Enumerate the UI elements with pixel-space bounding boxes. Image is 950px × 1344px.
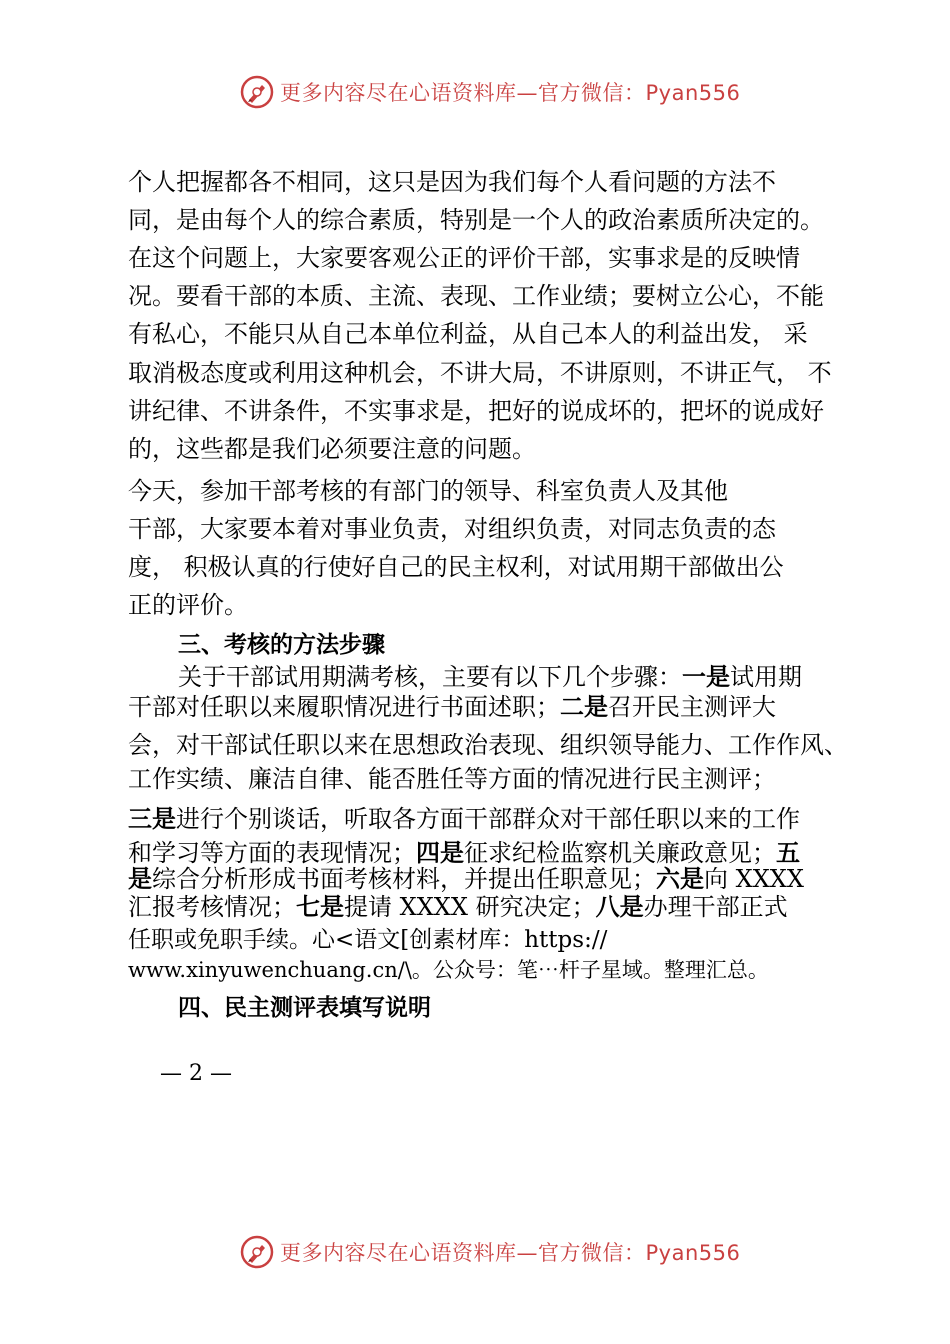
step-marker: 五 — [776, 839, 800, 867]
steps-line: 会，对干部试任职以来在思想政治表现、组织领导能力、工作作风、 — [128, 731, 848, 759]
steps-text: 干部对任职以来履职情况进行书面述职； — [128, 693, 560, 721]
body-line: 今天，参加干部考核的有部门的领导、科室负责人及其他 — [128, 477, 728, 505]
header-watermark-banner — [240, 72, 740, 112]
step-marker: 三是 — [128, 805, 176, 833]
body-line: 的，这些都是我们必须要注意的问题。 — [128, 435, 536, 463]
steps-line: 任职或免职手续。心<语文[创素材库：https:// — [128, 927, 608, 953]
steps-text: 向 XXXX — [704, 865, 804, 893]
body-line: 取消极态度或利用这种机会，不讲大局，不讲原则，不讲正气， 不 — [128, 359, 832, 387]
steps-text: 征求纪检监察机关廉政意见； — [464, 839, 776, 867]
pen-circle-logo-icon — [240, 1235, 274, 1269]
step-marker: 是 — [128, 865, 152, 893]
step-marker: 六是 — [656, 865, 704, 893]
body-line: 度， 积极认真的行使好自己的民主权利，对试用期干部做出公 — [128, 553, 784, 581]
steps-line — [128, 804, 800, 834]
step-marker: 七是 — [296, 893, 344, 921]
body-line: 个人把握都各不相同，这只是因为我们每个人看问题的方法不 — [128, 168, 776, 196]
body-line: 讲纪律、不讲条件，不实事求是，把好的说成坏的，把坏的说成好 — [128, 397, 824, 425]
steps-text: 办理干部正式 — [643, 893, 788, 921]
steps-text: 试用期 — [730, 663, 802, 691]
steps-text: 关于干部试用期满考核，主要有以下几个步骤： — [178, 663, 682, 691]
steps-text: 综合分析形成书面考核材料，并提出任职意见； — [152, 865, 656, 893]
section-heading-methods: 三、考核的方法步骤 — [178, 632, 385, 658]
steps-text: 汇报考核情况； — [128, 893, 296, 921]
steps-line: 工作实绩、廉洁自律、能否胜任等方面的情况进行民主测评； — [128, 765, 776, 793]
steps-line — [128, 864, 804, 894]
step-marker: 八是 — [595, 893, 644, 921]
steps-line: www.xinyuwenchuang.cn/\。公众号：笔⋯杆子星域。整理汇总。 — [128, 958, 769, 982]
steps-line — [128, 892, 788, 922]
step-marker: 四是 — [416, 839, 464, 867]
banner-text: 更多内容尽在心语资料库—官方微信：Pyan556 — [280, 1241, 741, 1265]
body-line: 况。要看干部的本质、主流、表现、工作业绩；要树立公心，不能 — [128, 282, 824, 310]
steps-text: 进行个别谈话，听取各方面干部群众对干部任职以来的工作 — [176, 805, 800, 833]
banner-text: 更多内容尽在心语资料库—官方微信：Pyan556 — [280, 81, 741, 105]
step-marker: 二是 — [560, 693, 608, 721]
body-line: 同，是由每个人的综合素质，特别是一个人的政治素质所决定的。 — [128, 206, 824, 234]
steps-line — [178, 662, 802, 692]
section-heading-evaluation-form: 四、民主测评表填写说明 — [178, 995, 431, 1021]
pen-circle-logo-icon — [240, 75, 274, 109]
steps-text: 召开民主测评大 — [608, 693, 776, 721]
footer-watermark-banner — [240, 1232, 740, 1272]
steps-text: 和学习等方面的表现情况； — [128, 839, 416, 867]
body-line: 正的评价。 — [128, 591, 248, 619]
steps-text: 提请 XXXX 研究决定； — [344, 893, 596, 921]
steps-line — [128, 692, 776, 722]
step-marker: 一是 — [682, 663, 730, 691]
body-line: 在这个问题上，大家要客观公正的评价干部，实事求是的反映情 — [128, 244, 800, 272]
page-number: — 2 — — [160, 1061, 232, 1086]
body-line: 干部，大家要本着对事业负责，对组织负责，对同志负责的态 — [128, 515, 776, 543]
body-line: 有私心，不能只从自己本单位利益，从自己本人的利益出发， 采 — [128, 320, 808, 348]
